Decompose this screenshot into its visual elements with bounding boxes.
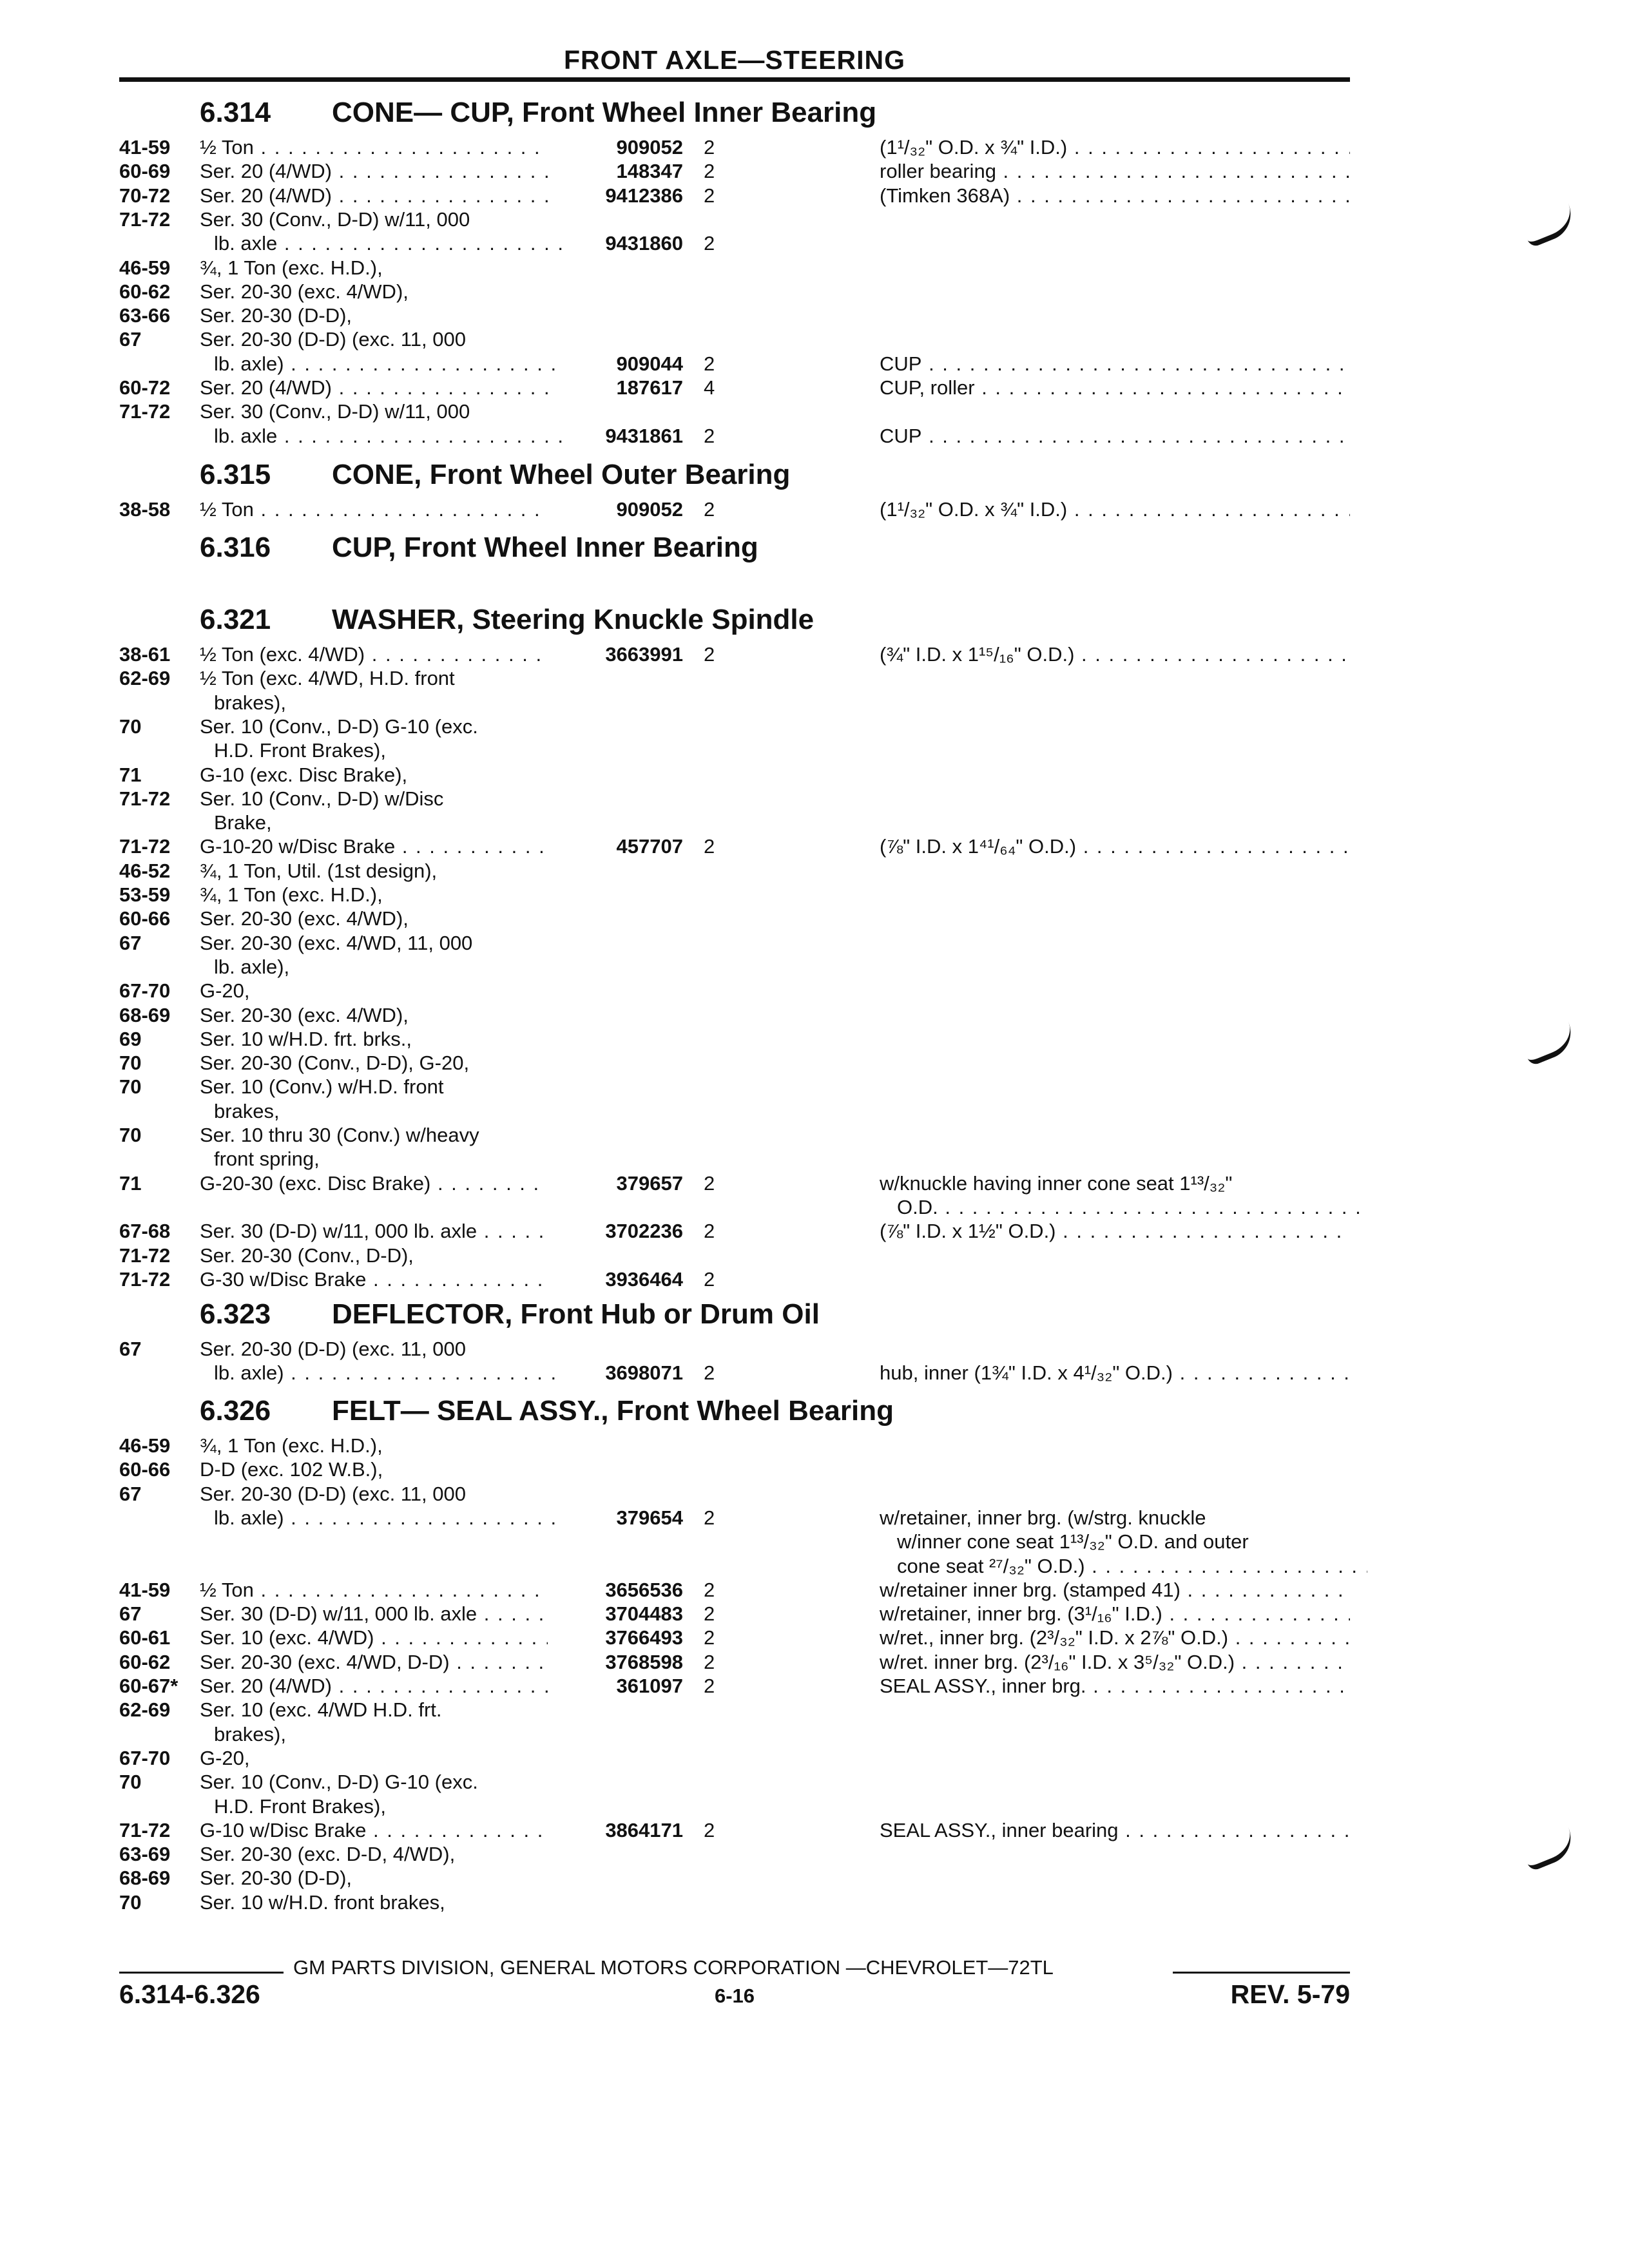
application: brakes, bbox=[214, 1099, 280, 1122]
catalog-row bbox=[0, 1746, 1629, 1771]
remarks: w/knuckle having inner cone seat 1¹³/₃₂" bbox=[880, 1171, 1233, 1195]
quantity: 2 bbox=[704, 1578, 715, 1601]
section-number: 6.315 bbox=[200, 459, 271, 490]
remarks: CUP, roller . . . bbox=[880, 376, 1350, 400]
catalog-row bbox=[0, 955, 1629, 979]
application: Ser. 30 (D-D) w/11, 000 lb. axle . . . bbox=[200, 1602, 548, 1626]
catalog-row bbox=[0, 207, 1629, 232]
remarks: w/retainer, inner brg. (3¹/₁₆" I.D.) . . . bbox=[880, 1602, 1350, 1626]
section-heading bbox=[200, 604, 814, 636]
catalog-row bbox=[0, 1027, 1629, 1052]
model-years: 67 bbox=[119, 328, 142, 351]
section-number: 6.321 bbox=[200, 604, 271, 635]
model-years: 71 bbox=[119, 1171, 142, 1195]
application: brakes), bbox=[214, 691, 286, 714]
model-years: 63-66 bbox=[119, 304, 171, 327]
catalog-row bbox=[0, 256, 1629, 280]
catalog-row bbox=[0, 738, 1629, 763]
catalog-row bbox=[0, 834, 1629, 859]
model-years: 62-69 bbox=[119, 1698, 171, 1722]
model-years: 60-62 bbox=[119, 280, 171, 303]
catalog-row bbox=[0, 787, 1629, 811]
application: H.D. Front Brakes), bbox=[214, 1794, 386, 1818]
remarks: w/ret., inner brg. (2³/₃₂" I.D. x 2⅞" O.D.) . . . bbox=[880, 1626, 1350, 1650]
model-years: 60-69 bbox=[119, 160, 171, 183]
catalog-row bbox=[0, 1434, 1629, 1458]
quantity: 2 bbox=[704, 184, 715, 207]
remarks: roller bearing . . . bbox=[880, 159, 1350, 184]
application: G-10 (exc. Disc Brake), bbox=[200, 763, 408, 786]
application: lb. axle) . . . bbox=[214, 1361, 562, 1385]
remarks: (Timken 368A) . . . bbox=[880, 184, 1350, 208]
quantity: 2 bbox=[704, 1361, 715, 1385]
catalog-row bbox=[0, 399, 1629, 424]
part-number: 3936464 bbox=[605, 1267, 683, 1291]
section-title: CONE— CUP, Front Wheel Inner Bearing bbox=[332, 97, 877, 128]
model-years: 63-69 bbox=[119, 1843, 171, 1866]
model-years: 71-72 bbox=[119, 1818, 171, 1841]
model-years: 46-52 bbox=[119, 859, 171, 882]
application: Ser. 30 (Conv., D-D) w/11, 000 bbox=[200, 400, 470, 423]
application: Ser. 20 (4/WD) . . . bbox=[200, 376, 548, 400]
quantity: 2 bbox=[704, 1818, 715, 1841]
application: Ser. 10 (exc. 4/WD) . . . bbox=[200, 1626, 548, 1650]
application: Ser. 10 w/H.D. frt. brks., bbox=[200, 1027, 412, 1050]
model-years: 60-66 bbox=[119, 1458, 171, 1481]
model-years: 67 bbox=[119, 1482, 142, 1505]
catalog-row bbox=[0, 1722, 1629, 1747]
catalog-row bbox=[0, 497, 1629, 522]
application: Ser. 10 (Conv., D-D) w/Disc bbox=[200, 787, 444, 810]
model-years: 70 bbox=[119, 1124, 142, 1146]
catalog-row bbox=[0, 1267, 1629, 1292]
part-number: 3698071 bbox=[605, 1361, 683, 1385]
remarks: w/ret. inner brg. (2³/₁₆" I.D. x 3⁵/₃₂" O.D.) . . . bbox=[880, 1650, 1350, 1675]
application: G-30 w/Disc Brake . . . bbox=[200, 1267, 548, 1292]
quantity: 2 bbox=[704, 1506, 715, 1529]
application: Ser. 20-30 (exc. 4/WD), bbox=[200, 907, 409, 930]
part-number: 3864171 bbox=[605, 1818, 683, 1841]
model-years: 71-72 bbox=[119, 1244, 171, 1267]
catalog-row bbox=[0, 1219, 1629, 1244]
application: ½ Ton (exc. 4/WD) . . . bbox=[200, 642, 548, 667]
remarks: (⅞" I.D. x 1½" O.D.) . . . bbox=[880, 1219, 1350, 1244]
model-years: 67 bbox=[119, 1602, 142, 1626]
application: Ser. 20-30 (D-D) (exc. 11, 000 bbox=[200, 328, 466, 351]
catalog-row bbox=[0, 1244, 1629, 1268]
catalog-row bbox=[0, 1361, 1629, 1385]
model-years: 71 bbox=[119, 763, 142, 786]
catalog-row bbox=[0, 642, 1629, 667]
catalog-row bbox=[0, 1674, 1629, 1698]
application: D-D (exc. 102 W.B.), bbox=[200, 1458, 383, 1481]
application: Ser. 10 w/H.D. front brakes, bbox=[200, 1890, 445, 1914]
quantity: 2 bbox=[704, 1171, 715, 1195]
section-title: FELT— SEAL ASSY., Front Wheel Bearing bbox=[332, 1395, 894, 1427]
model-years: 38-58 bbox=[119, 498, 171, 521]
page-title: FRONT AXLE—STEERING bbox=[564, 45, 905, 75]
catalog-row bbox=[0, 159, 1629, 184]
application: Ser. 10 thru 30 (Conv.) w/heavy bbox=[200, 1124, 479, 1146]
section-heading bbox=[200, 459, 790, 491]
application: Ser. 30 (D-D) w/11, 000 lb. axle . . . bbox=[200, 1219, 548, 1244]
remarks: cone seat ²⁷/₃₂" O.D.) . . . bbox=[897, 1554, 1367, 1579]
model-years: 70 bbox=[119, 715, 142, 738]
quantity: 2 bbox=[704, 1267, 715, 1291]
catalog-row bbox=[0, 1794, 1629, 1819]
model-years: 67 bbox=[119, 931, 142, 954]
model-years: 68-69 bbox=[119, 1003, 171, 1026]
catalog-row bbox=[0, 1337, 1629, 1361]
model-years: 70 bbox=[119, 1052, 142, 1075]
section-number: 6.323 bbox=[200, 1298, 271, 1330]
model-years: 60-67* bbox=[119, 1675, 178, 1697]
application: G-10 w/Disc Brake . . . bbox=[200, 1818, 548, 1843]
remarks: CUP . . . bbox=[880, 352, 1350, 376]
application: ¾, 1 Ton, Util. (1st design), bbox=[200, 859, 438, 882]
application: Ser. 30 (Conv., D-D) w/11, 000 bbox=[200, 207, 470, 231]
application: ½ Ton . . . bbox=[200, 1578, 548, 1602]
catalog-row bbox=[0, 1818, 1629, 1843]
application: ½ Ton . . . bbox=[200, 497, 548, 522]
quantity: 2 bbox=[704, 1626, 715, 1649]
application: Ser. 20 (4/WD) . . . bbox=[200, 159, 548, 184]
model-years: 70 bbox=[119, 1771, 142, 1794]
quantity: 2 bbox=[704, 352, 715, 375]
application: ¾, 1 Ton (exc. H.D.), bbox=[200, 256, 383, 279]
quantity: 2 bbox=[704, 232, 715, 255]
catalog-row bbox=[0, 811, 1629, 835]
catalog-row bbox=[0, 691, 1629, 715]
quantity: 2 bbox=[704, 1650, 715, 1673]
application: ½ Ton (exc. 4/WD, H.D. front bbox=[200, 667, 455, 690]
quantity: 2 bbox=[704, 1602, 715, 1626]
model-years: 71-72 bbox=[119, 787, 171, 810]
application: Ser. 20 (4/WD) . . . bbox=[200, 184, 548, 208]
part-number: 379654 bbox=[616, 1506, 683, 1529]
catalog-row bbox=[0, 1842, 1629, 1867]
section-title: CONE, Front Wheel Outer Bearing bbox=[332, 459, 791, 490]
part-number: 3768598 bbox=[605, 1650, 683, 1673]
catalog-row bbox=[0, 1770, 1629, 1794]
catalog-row bbox=[0, 1482, 1629, 1506]
application: lb. axle . . . bbox=[214, 424, 562, 448]
quantity: 2 bbox=[704, 835, 715, 858]
model-years: 67-68 bbox=[119, 1220, 171, 1243]
application: Ser. 20-30 (Conv., D-D), G-20, bbox=[200, 1052, 470, 1075]
application: Ser. 20-30 (exc. 4/WD), bbox=[200, 280, 409, 303]
part-number: 3702236 bbox=[605, 1220, 683, 1243]
catalog-row bbox=[0, 979, 1629, 1003]
application: Ser. 20-30 (exc. 4/WD), bbox=[200, 1003, 409, 1026]
application: G-10-20 w/Disc Brake . . . bbox=[200, 834, 548, 859]
catalog-row bbox=[0, 1554, 1629, 1579]
section-title: WASHER, Steering Knuckle Spindle bbox=[332, 604, 815, 635]
model-years: 53-59 bbox=[119, 883, 171, 906]
quantity: 2 bbox=[704, 424, 715, 447]
quantity: 2 bbox=[704, 136, 715, 159]
catalog-row bbox=[0, 715, 1629, 739]
application: Ser. 20-30 (Conv., D-D), bbox=[200, 1244, 414, 1267]
remarks: w/retainer inner brg. (stamped 41) . . . bbox=[880, 1578, 1350, 1602]
catalog-row bbox=[0, 1650, 1629, 1675]
application: Ser. 20-30 (D-D) (exc. 11, 000 bbox=[200, 1338, 466, 1360]
section-heading bbox=[200, 532, 758, 564]
part-number: 148347 bbox=[616, 160, 683, 183]
application: Ser. 20-30 (D-D), bbox=[200, 1867, 352, 1890]
model-years: 41-59 bbox=[119, 1578, 171, 1601]
model-years: 60-72 bbox=[119, 376, 171, 399]
model-years: 71-72 bbox=[119, 1267, 171, 1291]
catalog-row bbox=[0, 135, 1629, 160]
model-years: 62-69 bbox=[119, 667, 171, 690]
remarks: SEAL ASSY., inner brg. . . . bbox=[880, 1674, 1350, 1698]
part-number: 3656536 bbox=[605, 1578, 683, 1601]
application: lb. axle) . . . bbox=[214, 1506, 562, 1530]
catalog-row bbox=[0, 1602, 1629, 1626]
catalog-row bbox=[0, 1123, 1629, 1148]
application: Ser. 20-30 (D-D) (exc. 11, 000 bbox=[200, 1482, 466, 1505]
catalog-row bbox=[0, 1195, 1629, 1220]
model-years: 67-70 bbox=[119, 979, 171, 1003]
catalog-row bbox=[0, 931, 1629, 956]
quantity: 2 bbox=[704, 160, 715, 183]
application: Ser. 20-30 (exc. D-D, 4/WD), bbox=[200, 1843, 456, 1866]
application: brakes), bbox=[214, 1722, 286, 1745]
remarks: SEAL ASSY., inner bearing . . . bbox=[880, 1818, 1350, 1843]
section-number: 6.314 bbox=[200, 97, 271, 128]
catalog-row bbox=[0, 327, 1629, 352]
section-heading bbox=[200, 1298, 820, 1331]
application: Ser. 20-30 (exc. 4/WD, D-D) . . . bbox=[200, 1650, 548, 1675]
part-number: 457707 bbox=[616, 835, 683, 858]
section-heading bbox=[200, 97, 876, 129]
application: lb. axle), bbox=[214, 955, 290, 978]
catalog-row bbox=[0, 303, 1629, 328]
catalog-row bbox=[0, 1530, 1629, 1554]
quantity: 2 bbox=[704, 1220, 715, 1243]
model-years: 67 bbox=[119, 1338, 142, 1360]
model-years: 71-72 bbox=[119, 207, 171, 231]
application: Ser. 20 (4/WD) . . . bbox=[200, 1674, 548, 1698]
catalog-row bbox=[0, 184, 1629, 208]
catalog-row bbox=[0, 1698, 1629, 1722]
remarks: (1¹/₃₂" O.D. x ¾" I.D.) . . . bbox=[880, 497, 1350, 522]
catalog-row bbox=[0, 1003, 1629, 1028]
header-rule bbox=[119, 77, 1350, 82]
part-number: 3704483 bbox=[605, 1602, 683, 1626]
remarks: w/retainer, inner brg. (w/strg. knuckle bbox=[880, 1506, 1206, 1529]
model-years: 68-69 bbox=[119, 1867, 171, 1890]
model-years: 60-66 bbox=[119, 907, 171, 930]
application: Ser. 10 (Conv., D-D) G-10 (exc. bbox=[200, 1771, 478, 1794]
catalog-row bbox=[0, 376, 1629, 400]
catalog-row bbox=[0, 1626, 1629, 1650]
catalog-row bbox=[0, 859, 1629, 883]
part-number: 909052 bbox=[616, 498, 683, 521]
quantity: 2 bbox=[704, 1675, 715, 1697]
part-number: 379657 bbox=[616, 1171, 683, 1195]
catalog-row bbox=[0, 763, 1629, 787]
application: Ser. 20-30 (D-D), bbox=[200, 304, 352, 327]
catalog-row bbox=[0, 280, 1629, 304]
model-years: 67-70 bbox=[119, 1746, 171, 1769]
remarks: (¾" I.D. x 1¹⁵/₁₆" O.D.) . . . bbox=[880, 642, 1350, 667]
part-number: 3663991 bbox=[605, 643, 683, 666]
footer-page-number: 6-16 bbox=[714, 1984, 755, 2007]
quantity: 4 bbox=[704, 376, 715, 399]
part-number: 3766493 bbox=[605, 1626, 683, 1649]
application: ¾, 1 Ton (exc. H.D.), bbox=[200, 883, 383, 906]
catalog-row bbox=[0, 1147, 1629, 1171]
application: G-20-30 (exc. Disc Brake) . . . bbox=[200, 1171, 548, 1196]
model-years: 60-61 bbox=[119, 1626, 171, 1649]
quantity: 2 bbox=[704, 498, 715, 521]
catalog-row bbox=[0, 1506, 1629, 1530]
catalog-row bbox=[0, 231, 1629, 256]
catalog-row bbox=[0, 1578, 1629, 1602]
catalog-row bbox=[0, 1099, 1629, 1124]
footer-rule-left bbox=[119, 1972, 284, 1974]
model-years: 70 bbox=[119, 1075, 142, 1099]
catalog-row bbox=[0, 352, 1629, 376]
footer-revision: REV. 5-79 bbox=[1230, 1979, 1350, 2009]
remarks: (⅞" I.D. x 1⁴¹/₆₄" O.D.) . . . bbox=[880, 834, 1350, 859]
remarks: O.D. . . . bbox=[897, 1195, 1367, 1220]
catalog-row bbox=[0, 883, 1629, 907]
application: Ser. 20-30 (exc. 4/WD, 11, 000 bbox=[200, 931, 473, 954]
application: ¾, 1 Ton (exc. H.D.), bbox=[200, 1434, 383, 1457]
part-number: 187617 bbox=[616, 376, 683, 399]
catalog-row bbox=[0, 1075, 1629, 1099]
application: G-20, bbox=[200, 979, 250, 1003]
section-heading bbox=[200, 1395, 894, 1427]
section-title: DEFLECTOR, Front Hub or Drum Oil bbox=[332, 1298, 820, 1330]
catalog-row bbox=[0, 1457, 1629, 1482]
application: G-20, bbox=[200, 1746, 250, 1769]
part-number: 909044 bbox=[616, 352, 683, 375]
model-years: 38-61 bbox=[119, 643, 171, 666]
catalog-row bbox=[0, 666, 1629, 691]
catalog-row bbox=[0, 1866, 1629, 1890]
application: front spring, bbox=[214, 1148, 320, 1171]
model-years: 70 bbox=[119, 1890, 142, 1914]
application: ½ Ton . . . bbox=[200, 135, 548, 160]
model-years: 70-72 bbox=[119, 184, 171, 207]
remarks: w/inner cone seat 1¹³/₃₂" O.D. and outer bbox=[897, 1530, 1249, 1553]
section-title: CUP, Front Wheel Inner Bearing bbox=[332, 532, 758, 563]
part-number: 361097 bbox=[616, 1675, 683, 1697]
catalog-row bbox=[0, 1890, 1629, 1915]
section-number: 6.316 bbox=[200, 532, 271, 563]
application: Ser. 10 (Conv.) w/H.D. front bbox=[200, 1075, 444, 1099]
model-years: 71-72 bbox=[119, 835, 171, 858]
part-number: 9431861 bbox=[605, 424, 683, 447]
remarks: (1¹/₃₂" O.D. x ¾" I.D.) . . . bbox=[880, 135, 1350, 160]
part-number: 9431860 bbox=[605, 232, 683, 255]
application: lb. axle . . . bbox=[214, 231, 562, 256]
application: Ser. 10 (exc. 4/WD H.D. frt. bbox=[200, 1698, 442, 1722]
section-number: 6.326 bbox=[200, 1395, 271, 1427]
catalog-row bbox=[0, 907, 1629, 931]
model-years: 60-62 bbox=[119, 1650, 171, 1673]
catalog-row bbox=[0, 1051, 1629, 1075]
remarks: hub, inner (1¾" I.D. x 4¹/₃₂" O.D.) . . . bbox=[880, 1361, 1350, 1385]
application: H.D. Front Brakes), bbox=[214, 739, 386, 762]
model-years: 69 bbox=[119, 1027, 142, 1050]
model-years: 41-59 bbox=[119, 136, 171, 159]
model-years: 71-72 bbox=[119, 400, 171, 423]
footer-range: 6.314-6.326 bbox=[119, 1979, 260, 2009]
part-number: 909052 bbox=[616, 136, 683, 159]
application: Brake, bbox=[214, 811, 272, 834]
application: lb. axle) . . . bbox=[214, 352, 562, 376]
footer-rule-right bbox=[1173, 1972, 1350, 1974]
quantity: 2 bbox=[704, 643, 715, 666]
catalog-row bbox=[0, 424, 1629, 448]
part-number: 9412386 bbox=[605, 184, 683, 207]
catalog-row bbox=[0, 1171, 1629, 1196]
model-years: 46-59 bbox=[119, 256, 171, 279]
application: Ser. 10 (Conv., D-D) G-10 (exc. bbox=[200, 715, 478, 738]
remarks: CUP . . . bbox=[880, 424, 1350, 448]
model-years: 46-59 bbox=[119, 1434, 171, 1457]
footer-publisher: GM PARTS DIVISION, GENERAL MOTORS CORPORATION —CHEVROLET—72TL bbox=[293, 1956, 1054, 1979]
